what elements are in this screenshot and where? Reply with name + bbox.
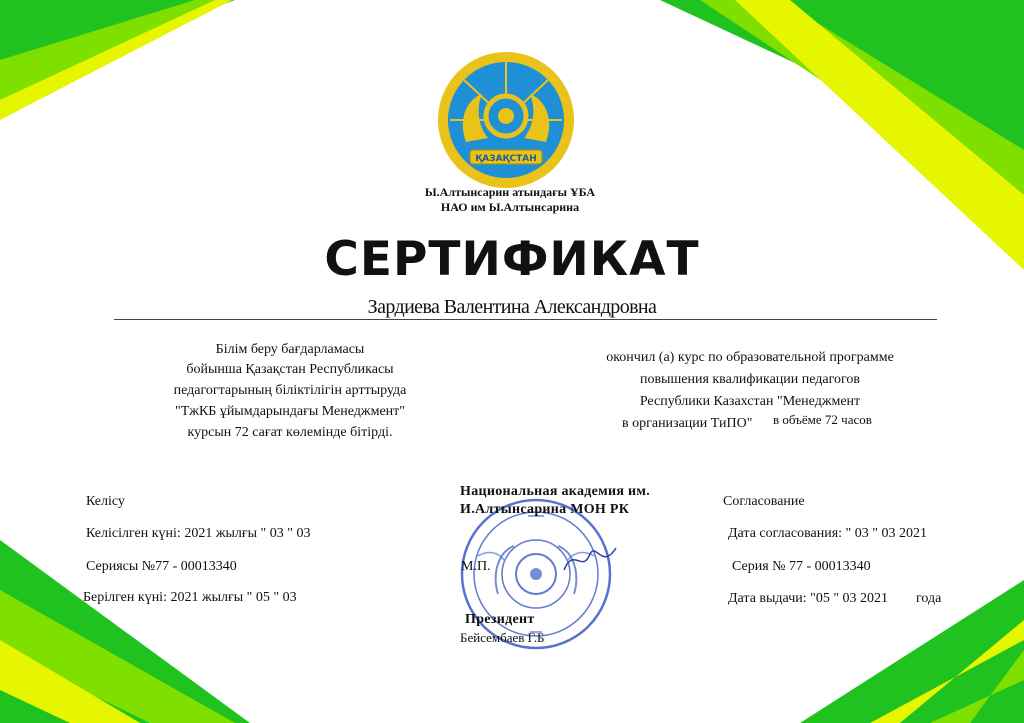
signature-org-line1: Национальная академия им. bbox=[460, 484, 651, 499]
agreement-heading-kz: Келісу bbox=[86, 494, 125, 509]
svg-text:ҚАЗАҚСТАН: ҚАЗАҚСТАН bbox=[475, 154, 537, 164]
seal-place-label: М.П. bbox=[461, 559, 491, 574]
body-ru-line: в организации ТиПО" bbox=[622, 416, 753, 431]
issued-date-ru: Дата выдачи: "05 " 03 2021 bbox=[728, 591, 889, 606]
recipient-name: Зардиева Валентина Александровна bbox=[367, 296, 657, 318]
body-ru-line: окончил (а) курс по образовательной программе bbox=[606, 350, 894, 365]
body-ru-line: в объёме 72 часов bbox=[773, 412, 872, 427]
signature-org-line2: И.Алтынсарина МОН РК bbox=[460, 502, 630, 517]
org-name-ru: НАО им Ы.Алтынсарина bbox=[440, 200, 580, 214]
series-kz: Сериясы №77 - 00013340 bbox=[86, 559, 237, 574]
name-underline bbox=[114, 319, 937, 320]
issued-date-kz: Берілген күні: 2021 жылғы " 05 " 03 bbox=[83, 590, 297, 605]
handwritten-signature bbox=[560, 540, 620, 580]
agreed-date-kz: Келісілген күні: 2021 жылғы " 03 " 03 bbox=[86, 526, 311, 541]
series-ru: Серия № 77 - 00013340 bbox=[732, 559, 871, 574]
body-ru-line: повышения квалификации педагогов bbox=[639, 372, 861, 387]
org-name-kz: Ы.Алтынсарин атындағы ҰБА bbox=[424, 185, 596, 199]
kazakhstan-emblem bbox=[436, 50, 576, 190]
body-kz-line: курсын 72 сағат көлемінде бітірді. bbox=[187, 425, 393, 440]
body-kz-line: "ТжКБ ұйымдарындағы Менеджмент" bbox=[175, 404, 405, 419]
body-ru-line: Республики Казахстан "Менеджмент bbox=[639, 394, 861, 409]
body-kz-line: Білім беру бағдарламасы bbox=[215, 342, 365, 357]
signer-name: Бейсембаев Г.Б bbox=[460, 630, 545, 645]
body-kz-line: бойынша Қазақстан Республикасы bbox=[186, 362, 394, 377]
signer-position: Президент bbox=[465, 612, 535, 627]
certificate-title: СЕРТИФИКАТ bbox=[324, 232, 700, 287]
body-kz-line: педагогтарының біліктілігін арттыруда bbox=[173, 383, 407, 398]
agreement-heading-ru: Согласование bbox=[723, 494, 805, 509]
issued-suffix-ru: года bbox=[916, 591, 942, 606]
agreed-date-ru: Дата согласования: " 03 " 03 2021 bbox=[728, 526, 927, 541]
